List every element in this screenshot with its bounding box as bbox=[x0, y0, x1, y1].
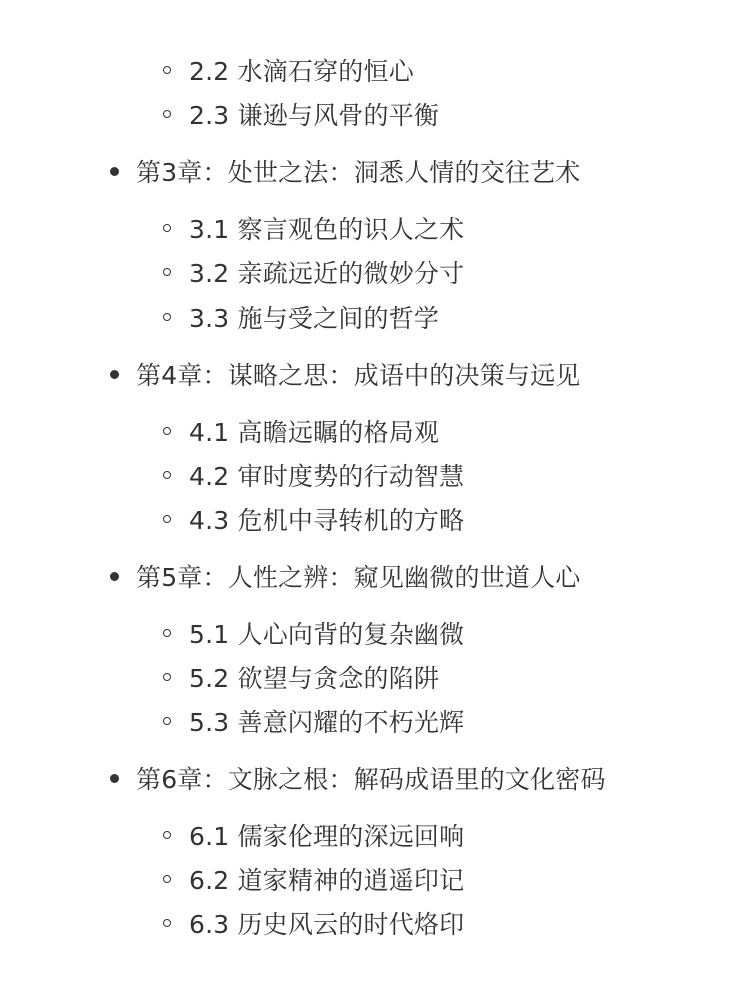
chapter-title: 第3章：处世之法：洞悉人情的交往艺术 bbox=[136, 158, 581, 187]
list-item bbox=[163, 859, 464, 899]
section-title: 6.2 道家精神的逍遥印记 bbox=[189, 866, 465, 895]
section-title: 3.2 亲疏远近的微妙分寸 bbox=[189, 259, 465, 288]
chapter-item bbox=[110, 758, 606, 798]
section-title: 3.1 察言观色的识人之术 bbox=[189, 215, 465, 244]
section-title: 2.2 水滴石穿的恒心 bbox=[189, 57, 414, 86]
disc-bullet-icon bbox=[110, 572, 119, 581]
disc-bullet-icon bbox=[110, 370, 119, 379]
section-title: 5.1 人心向背的复杂幽微 bbox=[189, 620, 465, 649]
circle-bullet-icon bbox=[163, 110, 171, 118]
circle-bullet-icon bbox=[163, 717, 171, 725]
chapter-item bbox=[110, 354, 581, 394]
circle-bullet-icon bbox=[163, 66, 171, 74]
circle-bullet-icon bbox=[163, 515, 171, 523]
list-item bbox=[163, 455, 464, 495]
list-item bbox=[163, 903, 464, 943]
chapter-item bbox=[110, 556, 581, 596]
list-item bbox=[163, 815, 464, 855]
list-item bbox=[163, 411, 439, 451]
section-title: 5.3 善意闪耀的不朽光辉 bbox=[189, 708, 465, 737]
disc-bullet-icon bbox=[110, 167, 119, 176]
chapter-title: 第5章：人性之辨：窥见幽微的世道人心 bbox=[136, 563, 581, 592]
circle-bullet-icon bbox=[163, 224, 171, 232]
circle-bullet-icon bbox=[163, 471, 171, 479]
section-title: 5.2 欲望与贪念的陷阱 bbox=[189, 664, 440, 693]
chapter-item bbox=[110, 151, 581, 191]
circle-bullet-icon bbox=[163, 875, 171, 883]
section-title: 4.3 危机中寻转机的方略 bbox=[189, 506, 465, 535]
circle-bullet-icon bbox=[163, 313, 171, 321]
section-title: 4.1 高瞻远瞩的格局观 bbox=[189, 418, 440, 447]
chapter-title: 第6章：文脉之根：解码成语里的文化密码 bbox=[136, 765, 606, 794]
list-item bbox=[163, 50, 414, 90]
list-item bbox=[163, 613, 464, 653]
circle-bullet-icon bbox=[163, 673, 171, 681]
circle-bullet-icon bbox=[163, 268, 171, 276]
section-title: 4.2 审时度势的行动智慧 bbox=[189, 462, 465, 491]
list-item bbox=[163, 701, 464, 741]
list-item bbox=[163, 208, 464, 248]
chapter-title: 第4章：谋略之思：成语中的决策与远见 bbox=[136, 361, 581, 390]
section-title: 2.3 谦逊与风骨的平衡 bbox=[189, 101, 440, 130]
circle-bullet-icon bbox=[163, 919, 171, 927]
section-title: 6.1 儒家伦理的深远回响 bbox=[189, 822, 465, 851]
list-item bbox=[163, 297, 439, 337]
list-item bbox=[163, 252, 464, 292]
circle-bullet-icon bbox=[163, 629, 171, 637]
circle-bullet-icon bbox=[163, 831, 171, 839]
list-item bbox=[163, 657, 439, 697]
disc-bullet-icon bbox=[110, 774, 119, 783]
list-item bbox=[163, 499, 464, 539]
list-item bbox=[163, 94, 439, 134]
section-title: 6.3 历史风云的时代烙印 bbox=[189, 910, 465, 939]
section-title: 3.3 施与受之间的哲学 bbox=[189, 304, 440, 333]
circle-bullet-icon bbox=[163, 427, 171, 435]
